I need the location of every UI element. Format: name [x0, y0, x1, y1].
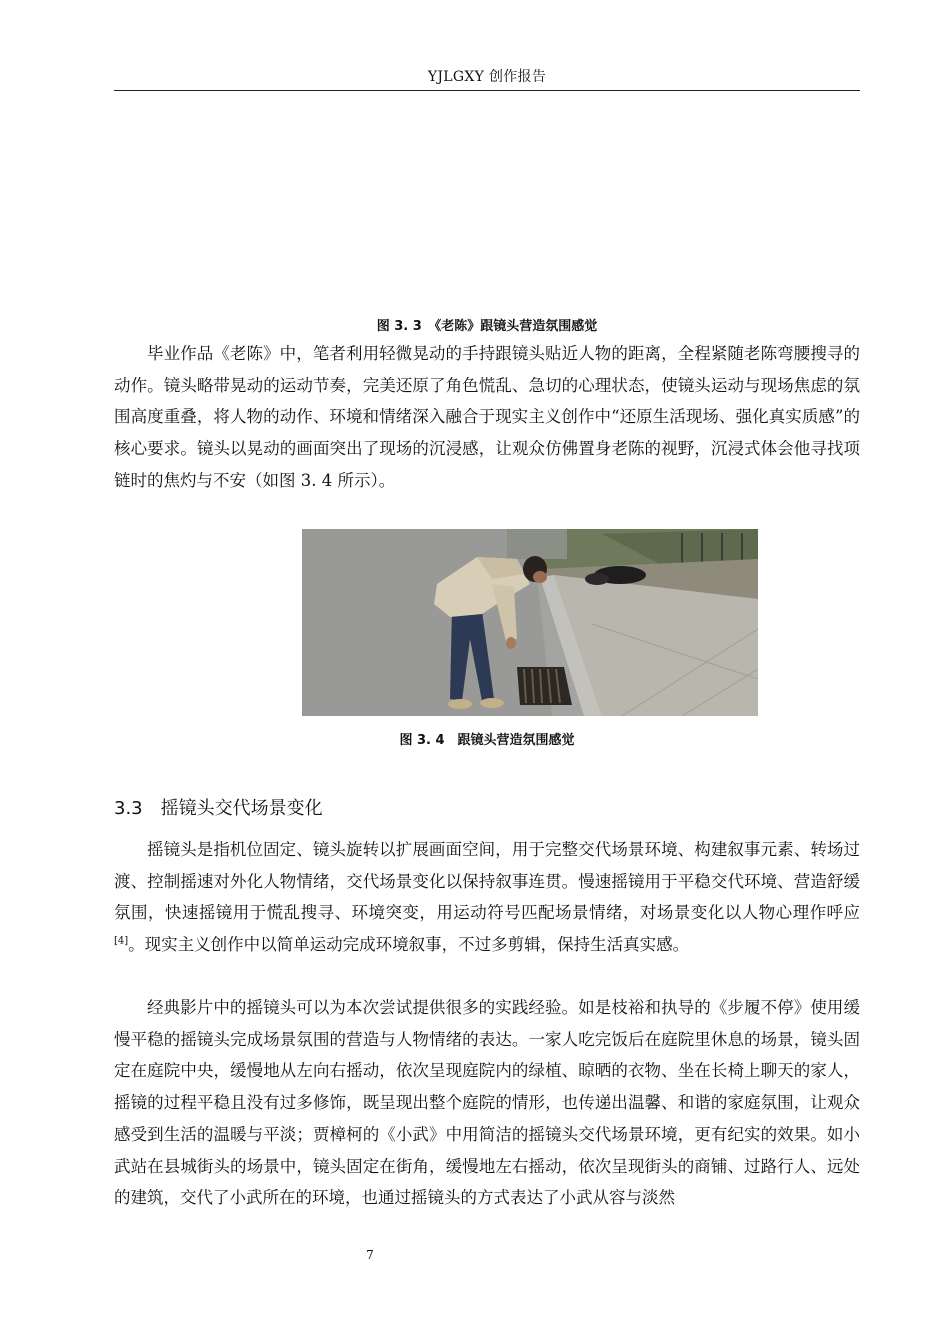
figure-3-4-photo	[302, 529, 758, 716]
photo-illustration	[302, 529, 758, 716]
header-divider	[114, 90, 860, 91]
paragraph-3: 经典影片中的摇镜头可以为本次尝试提供很多的实践经验。如是枝裕和执导的《步履不停》使用缓慢平稳的摇镜头完成场景氛围的营造与人物情绪的表达。一家人吃完饭后在庭院里休息的场景，镜头固定在庭院中央，缓慢地从左向右摇动，依次呈现庭院内的绿植、晾晒的衣物、坐在长椅上聊天的家人，摇镜的过程平稳且没有过多修饰，既呈现出整个庭院的情形，也传递出温馨、和谐的家庭氛围，让观众感受到生活的温暖与平淡；贾樟柯的《小武》中用简洁的摇镜头交代场景环境，更有纪实的效果。如小武站在县城街头的场景中，镜头固定在街角，缓慢地左右摇动，依次呈现街头的商铺、过路行人、远处的建筑，交代了小武所在的环境，也通过摇镜头的方式表达了小武从容与淡然	[114, 998, 860, 1208]
citation-ref: [4]	[114, 935, 129, 947]
page-number: 7	[366, 1248, 374, 1262]
page-header: YJLGXY 创作报告	[427, 69, 547, 85]
figure-3-3-caption: 图 3. 3 《老陈》跟镜头营造氛围感觉	[376, 319, 598, 334]
section-heading	[114, 794, 860, 824]
paragraph-2-text-a: 摇镜头是指机位固定、镜头旋转以扩展画面空间，用于完整交代场景环境、构建叙事元素、转场过渡、控制摇速对外化人物情绪，交代场景变化以保持叙事连贯。慢速摇镜用于平稳交代环境、营造舒缓氛围，快速摇镜用于慌乱搜寻、环境突变，用运动符号匹配场景情绪，对场景变化以人物心理作呼应	[114, 840, 860, 923]
section-number: 3.3	[114, 798, 143, 819]
paragraph-1: 毕业作品《老陈》中，笔者利用轻微晃动的手持跟镜头贴近人物的距离，全程紧随老陈弯腰搜寻的动作。镜头略带晃动的运动节奏，完美还原了角色慌乱、急切的心理状态，使镜头运动与现场焦虑的氛围高度重叠，将人物的动作、环境和情绪深入融合于现实主义创作中“还原生活现场、强化真实质感”的核心要求。镜头以晃动的画面突出了现场的沉浸感，让观众仿佛置身老陈的视野，沉浸式体会他寻找项链时的焦灼与不安（如图 3. 4 所示）。	[114, 344, 860, 490]
paragraph-2-text-b: 。现实主义创作中以简单运动完成环境叙事，不过多剪辑，保持生活真实感。	[128, 935, 690, 955]
section-title-text: 摇镜头交代场景变化	[160, 798, 323, 819]
figure-3-4-caption: 图 3. 4 跟镜头营造氛围感觉	[399, 733, 575, 748]
paragraph-2	[114, 834, 860, 961]
